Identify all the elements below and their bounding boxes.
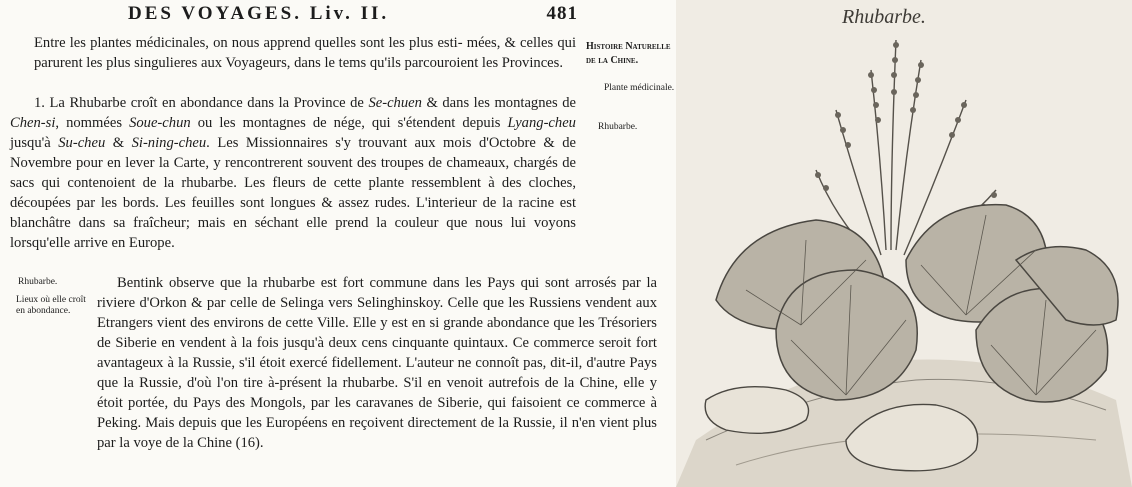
margin-note-rhubarbe-right: Rhubarbe. bbox=[598, 122, 638, 132]
margin-note-rhubarbe-left: Rhubarbe. bbox=[18, 277, 58, 287]
engraving-plate bbox=[676, 0, 1132, 487]
text-run: jusqu'à bbox=[10, 135, 59, 151]
text-run: . Les Missionnaires s'y trouvant aux mois d'Octobre & de Novembre pour en lever la Carte, y rencontrerent souvent des troupes de chameaux, chargés de sacs qui contenoient de la rhubarbe. Les fleurs de cette plante ressemblent à des cloches, découpées par les bords. Les feuilles sont longues & assez rudes. L'interieur de la racine est blanchâtre dans sa fraîcheur; mais en séchant elle prend la couleur que nous lui voyons lorsqu'elle arrive en Europe. bbox=[10, 135, 576, 251]
text-run: & bbox=[105, 135, 132, 151]
italic-place-name: Si-ning-cheu bbox=[131, 135, 207, 151]
margin-note-plante: Plante médicinale. bbox=[604, 83, 675, 93]
text-run: Bentink observe que la rhubarbe est fort commune dans les Pays qui sont arrosés par la riviere d'Orkon & par celle de Selinga vers Selinghinskoy. Celle que les Russiens vendent aux Etrangers vient des environs de cette Ville. Elle y est en si grande abondance que les Trésoriers de Siberie en vendent à la fois jusqu'à deux cens cinquante quintaux. Ce commerce seroit fort avantageux à la Russie, s'il étoit exercé fidellement. L'auteur ne connoît pas, dit-il, d'autre Pays que la Russie, d'où l'on tire à-présent la rhubarbe. S'il en venoit autrefois de la Chine, elle y étoit portée, du Pays des Mongols, par les caravanes de Siberie, qui faisoient ce commerce à Peking. Mais depuis que les Européens en reçoivent directement de la Russie, il n'en vient plus par la voye de la Chine (16). bbox=[97, 275, 657, 451]
rhubarb-plant-engraving-icon bbox=[676, 0, 1132, 487]
text-run: ou les montagnes de nége, qui s'étendent depuis bbox=[190, 115, 508, 131]
text-run: , nommées bbox=[55, 115, 130, 131]
running-head bbox=[128, 3, 578, 27]
text-run: & dans les montagnes de bbox=[421, 95, 576, 111]
italic-place-name: Se-chuen bbox=[368, 95, 422, 111]
italic-place-name: Lyang-cheu bbox=[507, 115, 576, 131]
text-run: 1. La Rhubarbe croît en abondance dans la Province de bbox=[34, 95, 369, 111]
paragraph-intro bbox=[34, 33, 576, 73]
text-run: Entre les plantes médicinales, on nous apprend quelles sont les plus esti- mées, & celles qui parurent les plus singulieres aux Voyageurs, dans le tems qu'ils parcouroient les Provinces. bbox=[34, 35, 576, 71]
italic-place-name: Chen-si bbox=[10, 115, 56, 131]
running-head-title: DES VOYAGES. Liv. II. bbox=[128, 3, 390, 24]
plate-caption: Rhubarbe. bbox=[842, 6, 926, 28]
page-number: 481 bbox=[546, 3, 578, 24]
flower-clusters bbox=[815, 42, 997, 210]
margin-note-histoire: Histoire Naturelle de la Chine. bbox=[586, 41, 671, 66]
italic-place-name: Soue-chun bbox=[129, 115, 191, 131]
paragraph-bentink bbox=[97, 273, 657, 453]
italic-place-name: Su-cheu bbox=[58, 135, 106, 151]
margin-note-lieux: Lieux où elle croît en abondance. bbox=[16, 295, 86, 316]
paragraph-rhubarbe-description bbox=[10, 93, 576, 253]
